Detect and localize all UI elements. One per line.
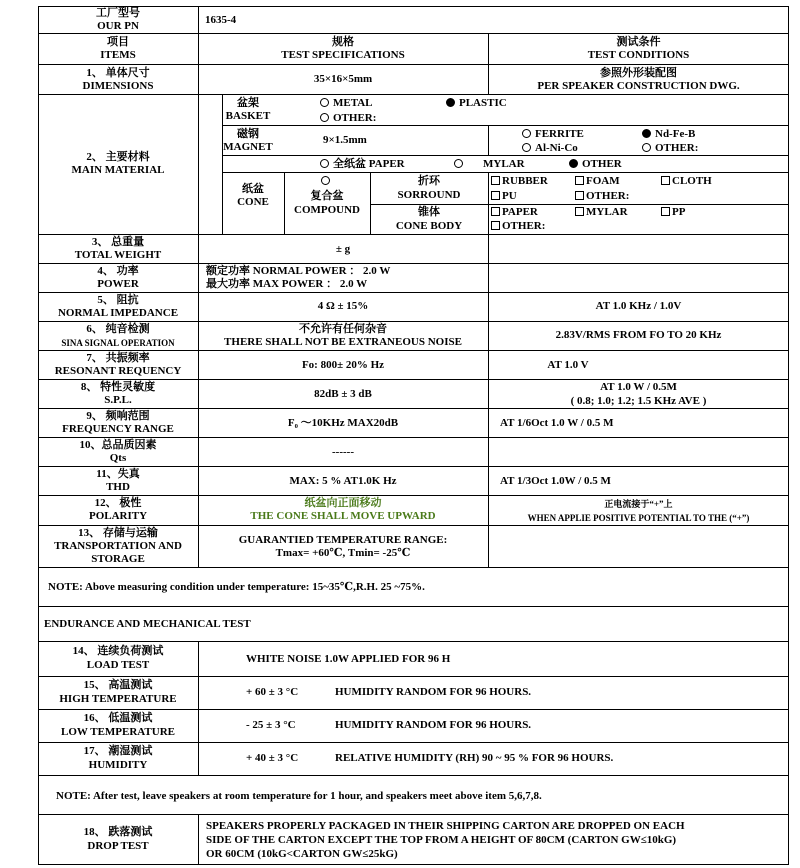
thd-cond: AT 1/3Oct 1.0W / 0.5 M <box>500 475 611 487</box>
cone-other-option: OTHER <box>569 158 622 170</box>
drop-spec-line-1: SPEAKERS PROPERLY PACKAGED IN THEIR SHIPPING CARTON ARE DROPPED ON EACH <box>206 820 685 832</box>
sina-cond: 2.83V/RMS FROM FO TO 20 KHz <box>555 329 722 341</box>
thd-spec: MAX: 5 % AT1.0K Hz <box>289 475 397 487</box>
freq-label-en: FREQUENCY RANGE <box>62 423 174 435</box>
magnet-ferrite-option: FERRITE <box>522 128 584 140</box>
cone-paper-option: 全纸盆 PAPER <box>320 158 405 170</box>
cone-label-cn: 纸盆 <box>242 183 264 195</box>
surround-foam-option: FOAM <box>575 175 620 187</box>
humidity-spec: RELATIVE HUMIDITY (RH) 90 ~ 95 % FOR 96 HOURS. <box>335 752 614 764</box>
spl-label-en: S.P.L. <box>104 394 132 406</box>
cone-mylar-option: MYLAR <box>454 158 525 170</box>
transport-label-en-1: TRANSPORTATION AND <box>54 540 182 552</box>
basket-label-cn: 盆架 <box>237 97 259 109</box>
conebody-label-cn: 锥体 <box>418 206 440 218</box>
surround-label-cn: 折环 <box>418 175 440 187</box>
pn-value: 1635-4 <box>205 14 237 26</box>
weight-label-cn: 3、 总重量 <box>91 236 145 248</box>
dimensions-label-cn: 1、 单体尺寸 <box>86 67 150 79</box>
transport-label-en-2: STORAGE <box>91 553 145 565</box>
endurance-title: ENDURANCE AND MECHANICAL TEST <box>44 618 251 630</box>
magnet-label-cn: 磁钢 <box>237 128 259 140</box>
basket-other-option: OTHER: <box>320 112 376 124</box>
freq-cond: AT 1/6Oct 1.0 W / 0.5 M <box>500 417 614 429</box>
high-temp-spec: HUMIDITY RANDOM FOR 96 HOURS. <box>335 686 532 698</box>
polarity-cond-cn: 正电流接于“+”上 <box>604 499 673 509</box>
magnet-label-en: MAGNET <box>223 141 273 153</box>
radio-empty-icon <box>320 113 329 122</box>
spl-spec: 82dB ± 3 dB <box>314 388 372 400</box>
surround-other-option: OTHER: <box>575 190 629 202</box>
drop-spec-line-3: OR 60CM (10kG<CARTON GW≤25kG) <box>206 848 398 860</box>
cone-label-en: CONE <box>237 196 269 208</box>
radio-empty-icon <box>642 143 651 152</box>
radio-filled-icon <box>446 98 455 107</box>
radio-empty-icon <box>522 143 531 152</box>
checkbox-icon <box>491 176 500 185</box>
dimensions-spec: 35×16×5mm <box>313 73 373 85</box>
checkbox-icon <box>491 221 500 230</box>
material-label-en: MAIN MATERIAL <box>71 164 165 176</box>
radio-filled-icon <box>642 129 651 138</box>
surround-cloth-option: CLOTH <box>661 175 712 187</box>
qts-label-cn: 10、总品质因素 <box>79 439 157 451</box>
pn-label-en: OUR PN <box>97 20 139 32</box>
magnet-size: 9×1.5mm <box>323 134 367 146</box>
surround-rubber-option: RUBBER <box>491 175 548 187</box>
conebody-label-en: CONE BODY <box>395 220 463 232</box>
qts-label-en: Qts <box>109 452 127 464</box>
resonant-cond: AT 1.0 V <box>547 359 589 371</box>
cond-label-en: TEST CONDITIONS <box>587 49 690 61</box>
surround-pu-option: PU <box>491 190 517 202</box>
load-label-cn: 14、 连续负荷测试 <box>72 645 164 657</box>
checkbox-icon <box>575 191 584 200</box>
checkbox-icon <box>491 207 500 216</box>
radio-empty-icon <box>320 98 329 107</box>
power-label-cn: 4、 功率 <box>97 265 139 277</box>
spec-label-cn: 规格 <box>332 36 354 48</box>
note-measuring: NOTE: Above measuring condition under temperature: 15~35℃,R.H. 25 ~75%. <box>48 581 425 593</box>
polarity-spec-cn: 纸盆向正面移动 <box>304 497 382 509</box>
humidity-label-cn: 17、 潮湿测试 <box>83 745 153 757</box>
dimensions-cond-cn: 参照外形装配图 <box>600 67 677 79</box>
sina-spec-en: THERE SHALL NOT BE EXTRANEOUS NOISE <box>224 336 462 348</box>
spl-label-cn: 8、 特性灵敏度 <box>80 381 156 393</box>
power-max: 最大功率 MAX POWER ： 2.0 W <box>206 278 368 290</box>
thd-label-cn: 11、失真 <box>96 468 140 480</box>
impedance-cond: AT 1.0 KHz / 1.0V <box>595 300 682 312</box>
items-label-cn: 项目 <box>107 36 129 48</box>
body-mylar-option: MYLAR <box>575 206 628 218</box>
transport-spec-1: GUARANTIED TEMPERATURE RANGE: <box>238 534 448 546</box>
radio-empty-icon <box>321 176 330 185</box>
polarity-spec-en: THE CONE SHALL MOVE UPWARD <box>250 510 436 522</box>
drop-label-en: DROP TEST <box>87 840 149 852</box>
surround-label-en: SORROUND <box>397 189 461 201</box>
radio-empty-icon <box>522 129 531 138</box>
humidity-label-en: HUMIDITY <box>88 759 148 771</box>
note-after-test: NOTE: After test, leave speakers at room temperature for 1 hour, and speakers meet above item 5,6,7,8. <box>56 790 542 802</box>
drop-label-cn: 18、 跌落测试 <box>83 826 153 838</box>
impedance-spec: 4 Ω ± 15% <box>317 300 369 312</box>
magnet-ndfeb-option: Nd-Fe-B <box>642 128 695 140</box>
magnet-alnico-option: Al-Ni-Co <box>522 142 578 154</box>
sina-spec-cn: 不允许有任何杂音 <box>299 323 387 335</box>
sina-label-en: SINA SIGNAL OPERATION <box>61 338 175 348</box>
high-temp-label-en: HIGH TEMPERATURE <box>59 693 177 705</box>
polarity-cond-en: WHEN APPLIE POSITIVE POTENTIAL TO THE (“+”) <box>527 513 750 523</box>
radio-empty-icon <box>454 159 463 168</box>
body-other-option: OTHER: <box>491 220 545 232</box>
checkbox-icon <box>575 176 584 185</box>
high-temp-value: + 60 ± 3 °C <box>246 686 299 698</box>
basket-plastic-option: PLASTIC <box>446 97 507 109</box>
qts-spec: ------ <box>332 446 354 458</box>
checkbox-icon <box>575 207 584 216</box>
freq-spec: F₀ ～10KHz MAX20dB <box>287 417 399 429</box>
checkbox-icon <box>491 191 500 200</box>
load-label-en: LOAD TEST <box>86 659 150 671</box>
thd-label-en: THD <box>106 481 130 493</box>
material-label-cn: 2、 主要材料 <box>86 151 150 163</box>
weight-label-en: TOTAL WEIGHT <box>74 249 162 261</box>
compound-label-en: COMPOUND <box>294 204 360 216</box>
spec-label-en: TEST SPECIFICATIONS <box>281 49 405 61</box>
low-temp-value: - 25 ± 3 °C <box>246 719 296 731</box>
high-temp-label-cn: 15、 高温测试 <box>83 679 153 691</box>
polarity-label-en: POLARITY <box>88 510 148 522</box>
low-temp-spec: HUMIDITY RANDOM FOR 96 HOURS. <box>335 719 532 731</box>
transport-spec-2: Tmax= +60℃, Tmin= -25℃ <box>275 547 411 559</box>
resonant-label-cn: 7、 共振频率 <box>86 352 150 364</box>
checkbox-icon <box>661 207 670 216</box>
sina-label-cn: 6、 纯音检测 <box>86 323 150 335</box>
body-paper-option: PAPER <box>491 206 538 218</box>
dimensions-cond-en: PER SPEAKER CONSTRUCTION DWG. <box>537 80 740 92</box>
low-temp-label-en: LOW TEMPERATURE <box>61 726 175 738</box>
spl-cond-2: ( 0.8; 1.0; 1.2; 1.5 KHz AVE ) <box>570 395 707 407</box>
drop-spec-line-2: SIDE OF THE CARTON EXCEPT THE TOP FROM A HEIGHT OF 80CM (CARTON GW≤10kG) <box>206 834 677 846</box>
checkbox-icon <box>661 176 670 185</box>
basket-label-en: BASKET <box>225 110 271 122</box>
compound-radio <box>284 175 370 187</box>
items-label-en: ITEMS <box>100 49 136 61</box>
power-label-en: POWER <box>97 278 139 290</box>
load-spec: WHITE NOISE 1.0W APPLIED FOR 96 H <box>246 653 451 665</box>
weight-spec: ± g <box>335 243 351 255</box>
impedance-label-cn: 5、 阻抗 <box>97 294 139 306</box>
resonant-spec: Fo: 800± 20% Hz <box>301 359 385 371</box>
compound-label-cn: 复合盆 <box>310 190 344 202</box>
spl-cond-1: AT 1.0 W / 0.5M <box>600 381 677 393</box>
radio-filled-icon <box>569 159 578 168</box>
impedance-label-en: NORMAL IMPEDANCE <box>57 307 179 319</box>
magnet-other-option: OTHER: <box>642 142 698 154</box>
body-pp-option: PP <box>661 206 685 218</box>
transport-label-cn: 13、 存储与运输 <box>78 527 158 539</box>
resonant-label-en: RESONANT REQUENCY <box>54 365 182 377</box>
low-temp-label-cn: 16、 低温测试 <box>83 712 153 724</box>
humidity-value: + 40 ± 3 °C <box>246 752 299 764</box>
dimensions-label-en: DIMENSIONS <box>82 80 154 92</box>
basket-metal-option: METAL <box>320 97 373 109</box>
pn-label-cn: 工厂型号 <box>96 7 140 19</box>
cond-label-cn: 测试条件 <box>616 36 661 48</box>
polarity-label-cn: 12、 极性 <box>94 497 142 509</box>
freq-label-cn: 9、 频响范围 <box>86 410 150 422</box>
radio-empty-icon <box>320 159 329 168</box>
power-normal: 额定功率 NORMAL POWER ： 2.0 W <box>206 265 391 277</box>
